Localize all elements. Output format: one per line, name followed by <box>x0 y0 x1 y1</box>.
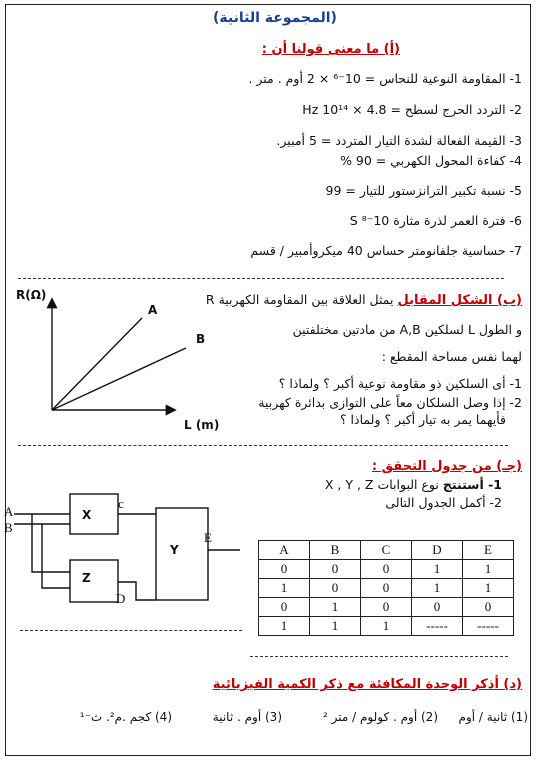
truth-table <box>258 540 514 636</box>
section-a-item-6: 6- فترة العمر لذرة مثارة 10⁻⁸ S <box>349 213 522 228</box>
table-row <box>259 617 514 636</box>
table-cell: 0 <box>361 579 412 598</box>
section-b-line-3: لهما نفس مساحة المقطع : <box>381 349 522 364</box>
table-cell: 0 <box>310 579 361 598</box>
resistance-length-graph <box>14 282 254 432</box>
header-c: C <box>361 541 412 560</box>
section-b-question-2a: 2- إذا وصل السلكان معاً على التوازى بدائرة كهربية <box>258 395 522 410</box>
section-d-unit-1: (1) ثانية / أوم <box>458 710 528 724</box>
table-cell: 0 <box>361 560 412 579</box>
section-c-heading: (جـ) من جدول التحقق : <box>371 459 522 474</box>
section-b-line-2: و الطول L لسلكين A,B من مادتين مختلفتين <box>292 322 522 337</box>
table-cell: 1 <box>259 617 310 636</box>
wire-c-label: c <box>118 496 124 511</box>
page-title: (المجموعة الثانية) <box>213 10 337 26</box>
logic-circuit-diagram <box>14 488 254 618</box>
table-cell: 1 <box>361 617 412 636</box>
table-cell: 1 <box>463 560 514 579</box>
table-cell: 0 <box>463 598 514 617</box>
gate-y-box <box>156 508 208 600</box>
table-cell: 0 <box>361 598 412 617</box>
header-d: D <box>412 541 463 560</box>
wire-d-label: D <box>116 591 126 606</box>
wire-a-to-z <box>32 514 70 572</box>
circuit-input-b: B <box>4 520 13 535</box>
graph-line-b <box>52 348 186 410</box>
table-cell: 1 <box>412 560 463 579</box>
gate-x-label: X <box>82 508 92 522</box>
section-a-item-2: 2- التردد الحرج لسطح = 4.8 × 10¹⁴ Hz <box>302 102 522 117</box>
header-b: B <box>310 541 361 560</box>
truth-table-header-row <box>259 541 514 560</box>
table-cell: 0 <box>412 598 463 617</box>
section-b-question-1: 1- أى السلكين ذو مقاومة نوعية أكبر ؟ ولماذا ؟ <box>278 376 522 391</box>
graph-line-a <box>52 318 142 410</box>
table-cell: 1 <box>259 579 310 598</box>
gate-x-box <box>70 494 118 534</box>
section-a-item-4: 4- كفاءة المحول الكهربي = 90 % <box>340 153 522 168</box>
divider-1 <box>18 278 504 279</box>
gate-z-box <box>70 560 118 602</box>
section-a-item-3: 3- القيمة الفعالة لشدة التيار المتردد = 5 أمبير. <box>276 133 522 148</box>
section-c-q1-verb: 1- أستنتج <box>442 477 502 492</box>
section-c-question-2: 2- أكمل الجدول التالى <box>385 495 502 510</box>
table-cell: 1 <box>310 598 361 617</box>
graph-y-label: R(Ω) <box>16 288 47 302</box>
table-row <box>259 560 514 579</box>
gate-z-label: Z <box>82 571 91 585</box>
header-a: A <box>259 541 310 560</box>
section-a-item-5: 5- نسبة تكبير الترانزستور للتيار = 99 <box>325 183 522 198</box>
section-a-item-7: 7- حساسية جلفانومتر حساس 40 ميكروأمبير / قسم <box>250 243 522 258</box>
table-cell: ----- <box>412 617 463 636</box>
section-a-item-1: 1- المقاومة النوعية للنحاس = 10⁻⁶ × 2 أوم . متر . <box>248 71 522 86</box>
graph-label-a: A <box>148 303 158 317</box>
table-cell: 0 <box>310 560 361 579</box>
graph-x-label: L (m) <box>184 418 220 432</box>
table-cell: 1 <box>463 579 514 598</box>
table-cell: 0 <box>259 598 310 617</box>
section-b-intro: يمثل العلاقة بين المقاومة الكهربية R <box>205 292 394 307</box>
table-cell: 1 <box>412 579 463 598</box>
table-row <box>259 579 514 598</box>
section-c-q1-rest: نوع البوابات X , Y , Z <box>324 477 439 492</box>
divider-2 <box>18 445 508 446</box>
section-c-question-1 <box>325 477 502 492</box>
section-a-heading: (أ) ما معنى قولنا أن : <box>261 42 400 57</box>
section-d-unit-4: (4) كجم .م². ث⁻¹ <box>79 710 172 724</box>
section-d-heading: (د) أذكر الوحدة المكافئة مع ذكر الكمية الفيزيائية <box>212 677 522 692</box>
header-e: E <box>463 541 514 560</box>
wire-b-to-z <box>42 524 70 588</box>
section-d-unit-2: (2) أوم . كولوم / متر ² <box>323 710 438 724</box>
table-cell: 0 <box>259 560 310 579</box>
section-b-question-2b: فأيهما يمر به تيار أكبر ؟ ولماذا ؟ <box>339 412 506 427</box>
gate-y-label: Y <box>170 543 179 557</box>
section-b-heading: (ب) الشكل المقابل <box>397 293 522 308</box>
circuit-input-a: A <box>4 504 14 519</box>
table-cell: 1 <box>310 617 361 636</box>
graph-label-b: B <box>196 332 206 346</box>
section-d-unit-3: (3) أوم . ثانية <box>212 710 282 724</box>
table-cell: ----- <box>463 617 514 636</box>
table-row <box>259 598 514 617</box>
divider-3b <box>250 656 508 657</box>
circuit-output-e: E <box>204 530 212 545</box>
divider-3a <box>20 630 242 631</box>
